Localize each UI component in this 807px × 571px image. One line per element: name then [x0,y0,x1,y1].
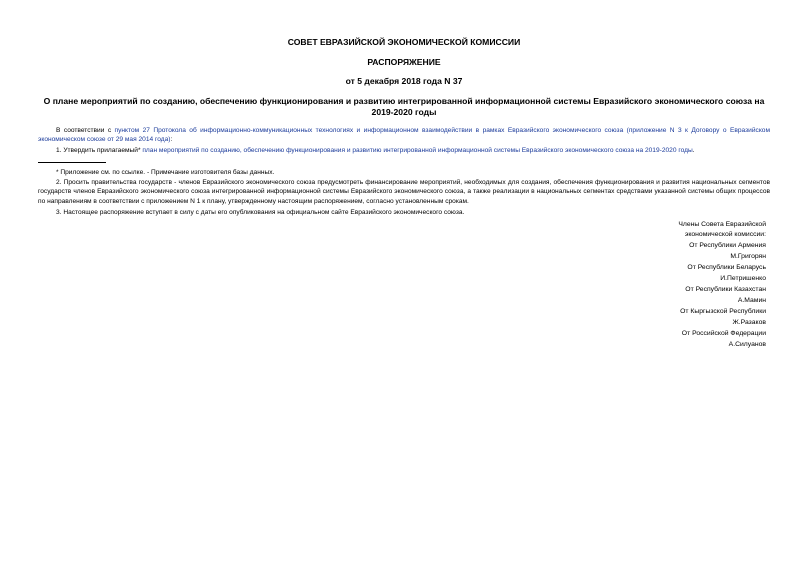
item-1-paragraph [38,146,770,155]
signatures-header-line-2: экономической комиссии: [684,231,766,238]
footnote-divider [38,162,106,163]
item-3-paragraph: 3. Настоящее распоряжение вступает в силу с даты его опубликования на официальном сайте Евразийского экономического союза. [56,209,465,216]
plan-link[interactable]: план мероприятий по созданию, обеспечению функционирования и развитию интегрированной информационной системы Евразийского экономического союза на 2019-2020 годы [142,147,693,154]
item-2-paragraph: 2. Просить правительства государств - членов Евразийского экономического союза предусмотреть финансирование мероприятий, необходимых для создания, обеспечения функционирования и развития национальных сегментов государств членов Евразийского экономического союза интегрированной информационной системы Евразийского экономического союза, а также реализации в национальных сегментах средствами указанной системы общих процессов по направлениям в соответствии с приложением N 1 к плану, утвержденному настоящим распоряжением, согласно установленным срокам. [38,179,770,205]
document-type-heading: РАСПОРЯЖЕНИЕ [367,57,441,67]
document-title: О плане мероприятий по созданию, обеспечению функционирования и развитию интегрированной информационной системы Евразийского экономического союза на 2019-2020 годы [43,96,765,117]
signatory-country-kyrgyzstan: От Кыргызской Республики [680,308,766,315]
signatory-country-belarus: От Республики Беларусь [687,264,766,271]
item-1-prefix: 1. Утвердить прилагаемый* [56,147,143,154]
signatory-name-armenia: М.Григорян [730,253,766,260]
signatory-name-kyrgyzstan: Ж.Разаков [732,319,766,326]
document-page [38,0,770,571]
signatures-header-line-1: Члены Совета Евразийской [678,221,766,228]
signatory-name-russia: А.Силуанов [728,341,766,348]
basis-suffix: : [170,136,173,144]
council-heading: СОВЕТ ЕВРАЗИЙСКОЙ ЭКОНОМИЧЕСКОЙ КОМИССИИ [287,37,521,47]
footnote: * Приложение см. по ссылке. - Примечание изготовителя базы данных. [56,169,275,176]
item-1-suffix: . [692,147,695,154]
date-number-heading: от 5 декабря 2018 года N 37 [345,76,463,86]
signatory-country-kazakhstan: От Республики Казахстан [685,286,766,293]
signatory-country-armenia: От Республики Армения [689,242,766,249]
basis-prefix: В соответствии с [56,127,115,134]
basis-paragraph [38,126,770,145]
basis-link[interactable]: пунктом 27 Протокола об информационно-коммуникационных технологиях и информационном взаимодействии в рамках Евразийского экономического союза (приложение N 3 к Договору о Евразийском экономическом союзе от 29 мая 2014 года) [38,127,770,144]
signatory-country-russia: От Российской Федерации [681,330,766,337]
signatory-name-belarus: И.Петришенко [720,275,766,282]
signatory-name-kazakhstan: А.Мамин [737,297,766,304]
